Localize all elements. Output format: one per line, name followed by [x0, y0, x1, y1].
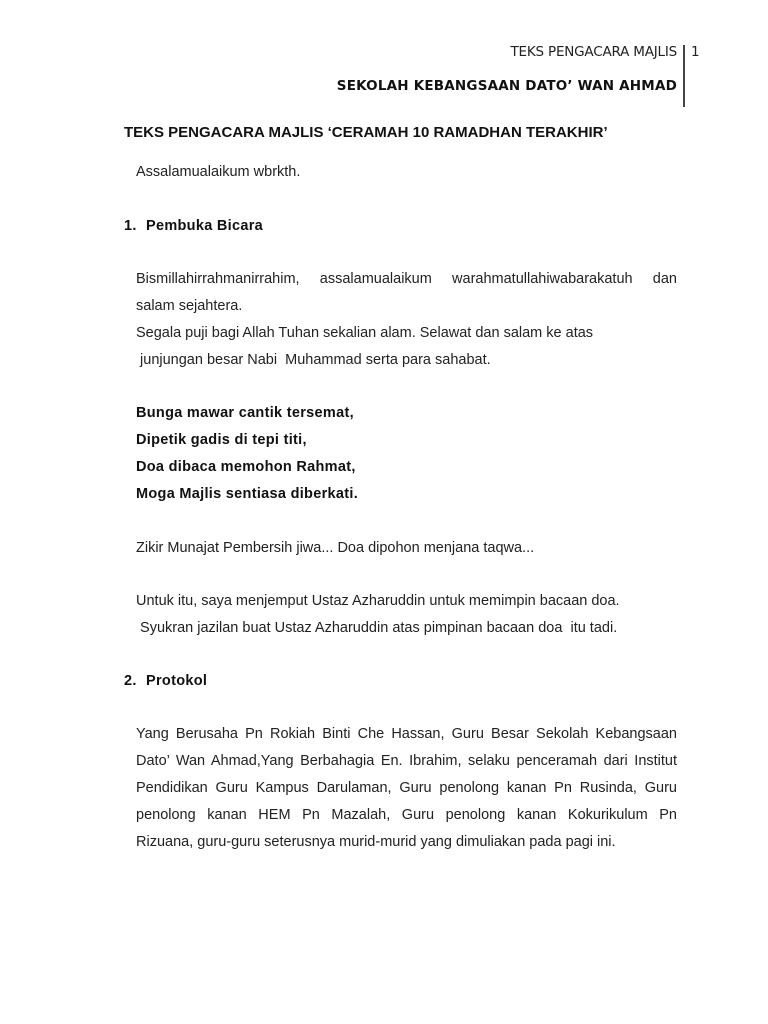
pantun-line-2: Dipetik gadis di tepi titi,: [136, 432, 307, 448]
document-title: TEKS PENGACARA MAJLIS ‘CERAMAH 10 RAMADHAN TERAKHIR’: [124, 124, 608, 141]
protokol-line-1: Yang Berusaha Pn Rokiah Binti Che Hassan, Guru Besar Sekolah Kebangsaan: [136, 726, 677, 742]
selawat-line-1: Segala puji bagi Allah Tuhan sekalian alam. Selawat dan salam ke atas: [136, 325, 594, 341]
selawat-line-2: junjungan besar Nabi Muhammad serta para sahabat.: [136, 352, 491, 368]
opening-line-1: Bismillahirrahmanirrahim, assalamualaikum warahmatullahiwabarakatuh dan: [136, 271, 677, 287]
pantun-line-3: Doa dibaca memohon Rahmat,: [136, 459, 356, 475]
section-number: 1.: [124, 218, 137, 234]
page-number: 1: [691, 44, 700, 60]
pantun-line-1: Bunga mawar cantik tersemat,: [136, 405, 354, 421]
school-name: SEKOLAH KEBANGSAAN DATO’ WAN AHMAD: [336, 78, 677, 94]
protokol-line-5: Rizuana, guru-guru seterusnya murid-murid yang dimuliakan pada pagi ini.: [136, 834, 616, 850]
invitation-line-1: Untuk itu, saya menjemput Ustaz Azharuddin untuk memimpin bacaan doa.: [136, 593, 620, 609]
section-title: Pembuka Bicara: [146, 218, 264, 234]
running-header-title: TEKS PENGACARA MAJLIS: [510, 44, 677, 60]
protokol-line-2: Dato’ Wan Ahmad,Yang Berbahagia En. Ibrahim, selaku penceramah dari Institut: [136, 753, 677, 769]
protokol-line-4: penolong kanan HEM Pn Mazalah, Guru penolong kanan Kokurikulum Pn: [136, 807, 677, 823]
section-title: Protokol: [146, 673, 208, 689]
section-heading-pembuka-bicara: [124, 218, 263, 234]
header-divider: [683, 45, 685, 107]
pantun-line-4: Moga Majlis sentiasa diberkati.: [136, 486, 359, 502]
greeting: Assalamualaikum wbrkth.: [136, 164, 301, 180]
zikir-line: Zikir Munajat Pembersih jiwa... Doa dipohon menjana taqwa...: [136, 540, 535, 556]
opening-line-2: salam sejahtera.: [136, 298, 243, 314]
protokol-line-3: Pendidikan Guru Kampus Darulaman, Guru penolong kanan Pn Rusinda, Guru: [136, 780, 677, 796]
invitation-line-2: Syukran jazilan buat Ustaz Azharuddin atas pimpinan bacaan doa itu tadi.: [136, 620, 618, 636]
section-heading-protokol: [124, 673, 207, 689]
section-number: 2.: [124, 673, 137, 689]
